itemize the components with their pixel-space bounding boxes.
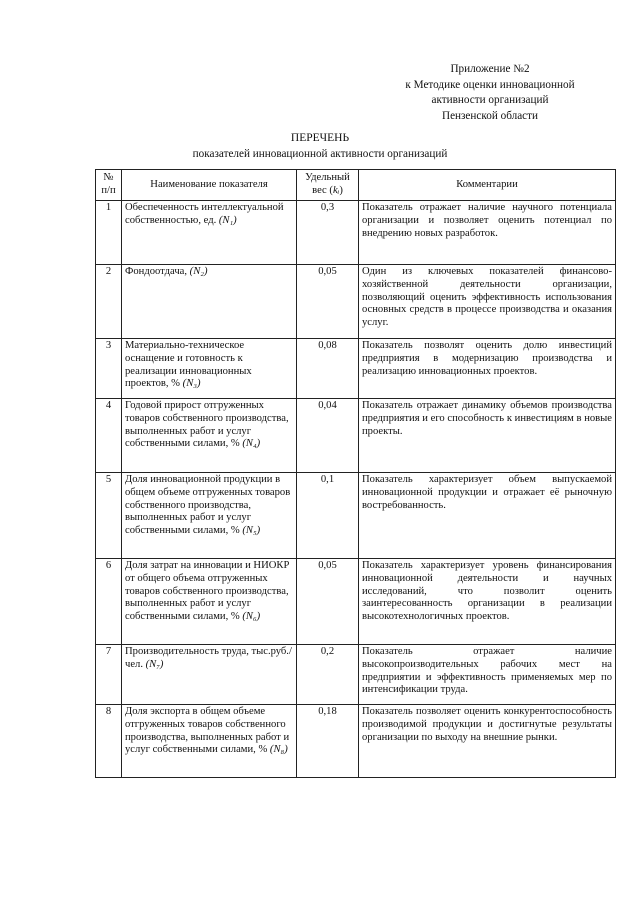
row-name-text: Материально-техническое оснащение и готовность к реализации инновационных проектов, % — [125, 340, 252, 390]
appendix-line-3: активности организаций — [431, 94, 549, 106]
table-row — [96, 473, 616, 559]
header-weight-suffix: ) — [339, 185, 343, 196]
row-name-text: Производительность труда, тыс.руб./чел. — [125, 646, 292, 670]
table-row — [96, 339, 616, 399]
row-name — [122, 265, 297, 339]
row-name — [122, 559, 297, 645]
header-num-line1: № — [103, 172, 114, 184]
appendix-block — [380, 62, 600, 124]
row-comment: Показатель отражает наличие высокопроизводительных рабочих мест на предприятии и эффективность применяемых мер по интенсификации труда. — [359, 645, 616, 705]
row-num: 6 — [96, 559, 122, 645]
row-var: (N₂) — [189, 266, 208, 277]
document-title: ПЕРЕЧЕНЬ — [290, 132, 350, 144]
table-row — [96, 265, 616, 339]
header-name: Наименование показателя — [122, 170, 297, 201]
header-weight-var: kᵢ — [332, 185, 340, 196]
row-var: (N₃) — [182, 378, 201, 390]
row-comment: Показатель позволят оценить долю инвестиций предприятия в модернизацию производства и реализацию инновационных проектов. — [359, 339, 616, 399]
row-name-text: Обеспеченность интеллектуальной собственностью, ед. — [125, 202, 284, 226]
row-comment: Один из ключевых показателей финансово-хозяйственной деятельности организации, позволяющий оценить эффективность использования основных средств в процессе производства и оказания услуг. — [359, 265, 616, 339]
row-name-text: Доля инновационной продукции в общем объеме отгруженных товаров собственного производства, выполненных работ и услуг собственными силами, % — [125, 474, 291, 537]
row-weight: 0,05 — [297, 559, 359, 645]
row-name — [122, 705, 297, 778]
appendix-line-2: к Методике оценки инновационной — [405, 78, 575, 91]
row-name — [122, 473, 297, 559]
header-num-line2: п/п — [101, 185, 116, 196]
row-var: (N₇) — [145, 658, 164, 670]
row-num: 5 — [96, 473, 122, 559]
table-header-row — [96, 170, 616, 201]
row-name-text: Годовой прирост отгруженных товаров собственного производства, выполненных работ и услуг собственными силами, % — [125, 400, 289, 450]
header-weight-line1: Удельный — [305, 172, 350, 184]
table-row — [96, 201, 616, 265]
header-weight — [297, 170, 359, 201]
header-weight-line2 — [300, 185, 355, 198]
row-name-text: Доля затрат на инновации и НИОКР от общего объема отгруженных товаров собственного производства, выполненных работ и услуг собственными силами, % — [125, 560, 290, 623]
row-weight: 0,2 — [297, 645, 359, 705]
row-var: (N₄) — [242, 438, 261, 450]
row-comment: Показатель отражает динамику объемов производства предприятия и его способность к инвестициям в новые проекты. — [359, 399, 616, 473]
row-comment: Показатель позволяет оценить конкурентоспособность производимой продукции и достигнутые результаты организации по выходу на внешние рынки. — [359, 705, 616, 778]
row-num: 8 — [96, 705, 122, 778]
row-name — [122, 645, 297, 705]
row-comment: Показатель характеризует объем выпускаемой инновационной продукции и отражает её рыночную востребованность. — [359, 473, 616, 559]
header-comment: Комментарии — [359, 170, 616, 201]
row-weight: 0,04 — [297, 399, 359, 473]
row-name-text: Фондоотдача, — [125, 266, 190, 277]
appendix-line-4: Пензенской области — [441, 109, 538, 122]
table-row — [96, 559, 616, 645]
row-comment: Показатель характеризует уровень финансирования инновационной деятельности и научных исследований, что позволит оценить заинтересованность организации в реализации высокотехнологичных проектов. — [359, 559, 616, 645]
row-num: 2 — [96, 265, 122, 339]
row-var: (N₆) — [242, 611, 261, 623]
row-var: (N₈) — [269, 744, 288, 756]
table-row — [96, 645, 616, 705]
row-var: (N₅) — [242, 525, 261, 537]
document-subtitle: показателей инновационной активности организаций — [192, 148, 448, 160]
row-var: (N₁) — [218, 214, 237, 226]
row-num: 1 — [96, 201, 122, 265]
appendix-line-1: Приложение №2 — [450, 63, 530, 75]
row-num: 7 — [96, 645, 122, 705]
row-name — [122, 201, 297, 265]
table-row — [96, 399, 616, 473]
row-name — [122, 339, 297, 399]
row-weight: 0,1 — [297, 473, 359, 559]
row-weight: 0,3 — [297, 201, 359, 265]
indicators-table — [95, 169, 616, 778]
header-weight-prefix: вес ( — [312, 185, 333, 196]
row-num: 4 — [96, 399, 122, 473]
row-name — [122, 399, 297, 473]
row-num: 3 — [96, 339, 122, 399]
row-weight: 0,18 — [297, 705, 359, 778]
row-weight: 0,05 — [297, 265, 359, 339]
row-weight: 0,08 — [297, 339, 359, 399]
row-comment: Показатель отражает наличие научного потенциала организации и позволяет оценить потенциал по внедрению новых разработок. — [359, 201, 616, 265]
row-name-text: Доля экспорта в общем объеме отгруженных товаров собственного производства, выполненных работ и услуг собственными силами, % — [125, 706, 290, 756]
table-row — [96, 705, 616, 778]
header-num — [96, 170, 122, 201]
